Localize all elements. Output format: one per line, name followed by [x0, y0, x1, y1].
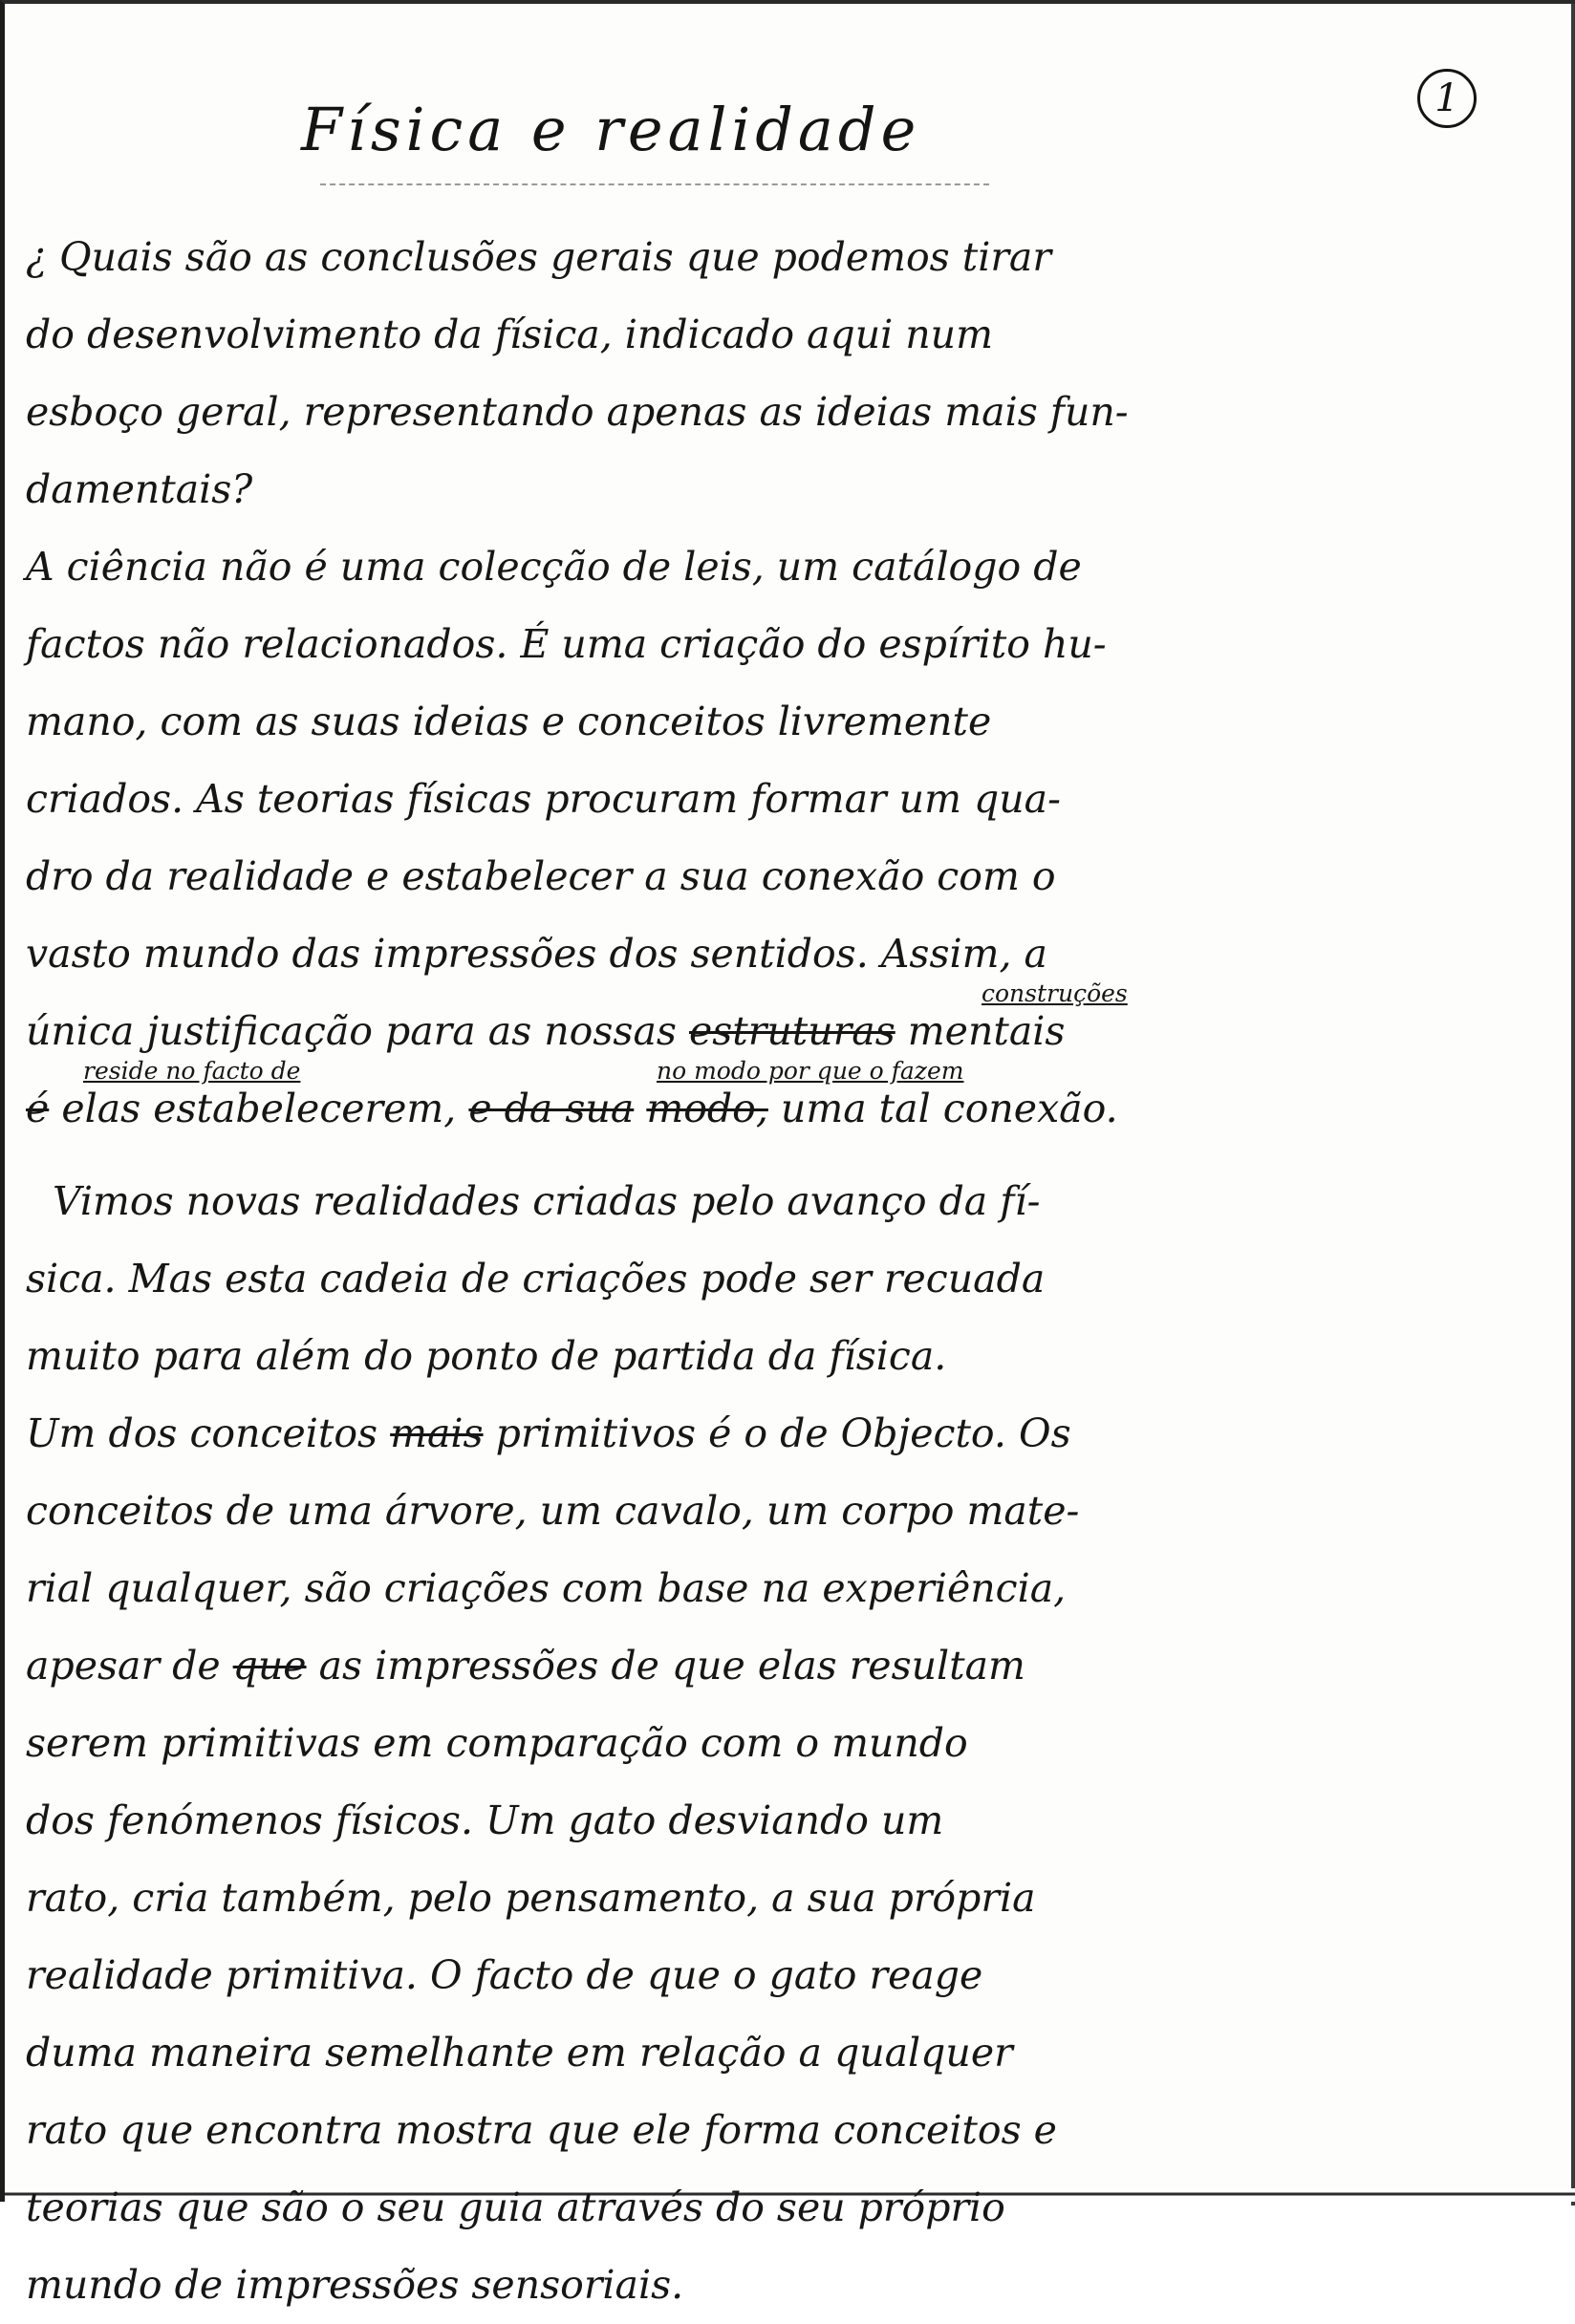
line-text: as impressões de que elas resultam — [318, 1643, 1025, 1689]
line-text: apesar de — [26, 1643, 221, 1689]
text-line: do desenvolvimento da física, indicado aqui num — [26, 312, 993, 357]
inserted-correction: no modo por que o fazem — [657, 1057, 964, 1085]
page-title: Física e realidade — [301, 95, 921, 164]
text-line: mano, com as suas ideias e conceitos livremente — [26, 699, 992, 744]
text-line: teorias que são o seu guia através do seu próprio — [26, 2184, 1005, 2230]
struck-word: é — [26, 1086, 50, 1131]
line-text: Um dos conceitos — [26, 1410, 378, 1456]
struck-word: mais — [390, 1410, 484, 1456]
inserted-correction: construções — [982, 979, 1128, 1007]
text-line: esboço geral, representando apenas as ideias mais fun- — [26, 389, 1129, 435]
text-line: A ciência não é uma colecção de leis, um catálogo de — [26, 544, 1082, 590]
page-number: 1 — [1417, 69, 1477, 128]
text-line: mundo de impressões sensoriais. — [26, 2262, 684, 2308]
text-line: dro da realidade e estabelecer a sua conexão com o — [26, 853, 1056, 899]
text-line — [26, 1627, 1555, 1705]
text-line — [26, 1395, 1555, 1473]
handwritten-body — [26, 219, 1555, 2324]
struck-word: e da sua — [468, 1086, 635, 1131]
struck-word: estruturas — [688, 1008, 895, 1054]
text-line: realidade primitiva. O facto de que o gato reage — [26, 1952, 983, 1998]
text-line: duma maneira semelhante em relação a qualquer — [26, 2030, 1013, 2076]
struck-word: que — [232, 1643, 307, 1689]
text-line: rato que encontra mostra que ele forma conceitos e — [26, 2107, 1057, 2153]
text-line: dos fenómenos físicos. Um gato desviando um — [26, 1797, 944, 1843]
line-text: primitivos é o de Objecto. Os — [495, 1410, 1071, 1456]
line-text: mentais — [907, 1008, 1066, 1054]
text-line: factos não relacionados. É uma criação do espírito hu- — [26, 621, 1107, 667]
text-line: sica. Mas esta cadeia de criações pode ser recuada — [26, 1256, 1046, 1302]
line-text: elas estabelecerem, — [61, 1086, 457, 1131]
text-line: criados. As teorias físicas procuram formar um qua- — [26, 776, 1061, 822]
line-text: uma tal conexão. — [780, 1086, 1118, 1131]
scan-edge-right — [1571, 4, 1575, 2206]
text-line: rial qualquer, são criações com base na experiência, — [26, 1565, 1067, 1611]
struck-word: modo, — [646, 1086, 768, 1131]
text-line: serem primitivas em comparação com o mundo — [26, 1720, 968, 1766]
text-line: damentais? — [26, 466, 253, 512]
text-line: ¿ Quais são as conclusões gerais que podemos tirar — [26, 234, 1051, 280]
text-line: vasto mundo das impressões dos sentidos. Assim, a — [26, 931, 1047, 977]
title-underline — [320, 183, 989, 185]
line-text: única justificação para as nossas — [26, 1008, 677, 1054]
inserted-correction: reside no facto de — [83, 1057, 301, 1085]
text-line: rato, cria também, pelo pensamento, a sua própria — [26, 1875, 1036, 1921]
text-line: Vimos novas realidades criadas pelo avanço da fí- — [53, 1178, 1041, 1224]
text-line: muito para além do ponto de partida da física. — [26, 1333, 947, 1379]
text-line: conceitos de uma árvore, um cavalo, um corpo mate- — [26, 1488, 1080, 1534]
